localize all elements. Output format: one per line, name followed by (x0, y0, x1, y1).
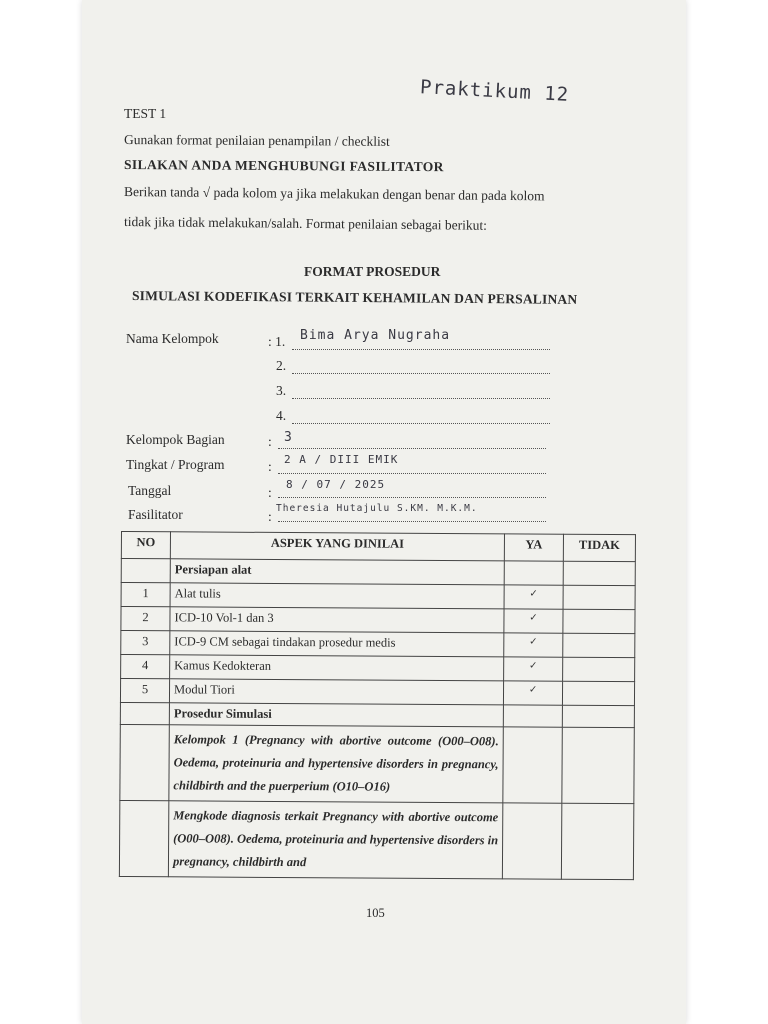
table-header-row (121, 532, 635, 562)
member-2-dotted-line (292, 373, 550, 374)
table-row (120, 679, 634, 706)
member-4-number: 4. (276, 408, 287, 423)
row-aspek: Modul Tiori (169, 679, 503, 705)
instruction-fasilitator: SILAKAN ANDA MENGHUBUNGI FASILITATOR (123, 157, 444, 175)
section-tidak-cell (563, 561, 635, 585)
table-row (121, 631, 635, 658)
tanggal-colon: : (268, 485, 272, 500)
row-aspek: ICD-9 CM sebagai tindakan prosedur medis (170, 631, 504, 657)
member-4-dotted-line (292, 423, 550, 424)
section-ya-cell (504, 561, 563, 585)
row-ya-checkmark[interactable]: ✓ (504, 609, 563, 633)
test-title: TEST 1 (124, 106, 167, 121)
row-tidak-cell[interactable] (563, 633, 635, 657)
section-label-prosedur: Prosedur Simulasi (169, 703, 503, 727)
section-row-persiapan (121, 559, 635, 586)
tingkat-value: 2 A / DIII EMIK (284, 453, 399, 466)
instruction-checklist: Gunakan format penilaian penampilan / checklist (123, 132, 390, 149)
row-ya-checkmark[interactable]: ✓ (504, 633, 563, 657)
kelompok-1-row (120, 724, 634, 803)
row-aspek: Kamus Kedokteran (170, 655, 504, 681)
row-no: 2 (121, 607, 170, 631)
kelompok-bagian-value: 3 (284, 430, 293, 445)
section-no-cell (121, 559, 170, 583)
kelompok-bagian-dotted-line (278, 448, 546, 449)
checklist-table (119, 531, 636, 880)
tingkat-label: Tingkat / Program (126, 457, 225, 472)
fasilitator-value: Theresia Hutajulu S.KM. M.K.M. (276, 503, 478, 514)
section-label-persiapan: Persiapan alat (170, 559, 504, 585)
row-no: 1 (121, 583, 170, 607)
kelompok-1-ya-cell[interactable] (503, 727, 562, 803)
kelompok-bagian-colon: : (268, 434, 272, 449)
mengkode-description: Mengkode diagnosis terkait Pregnancy with abortive outcome (O00–O08). Oedema, proteinuria and hypertensive disorders in pregnancy, childbirth and (168, 801, 502, 879)
header-no: NO (121, 532, 170, 559)
tingkat-colon: : (268, 459, 272, 474)
mengkode-tidak-cell[interactable] (561, 803, 633, 879)
table-row (121, 583, 635, 610)
table-row (121, 655, 635, 682)
kelompok-1-no-cell (120, 724, 169, 800)
row-ya-checkmark[interactable]: ✓ (503, 681, 562, 705)
tanggal-label: Tanggal (128, 483, 172, 498)
header-ya: YA (504, 534, 563, 561)
row-ya-checkmark[interactable]: ✓ (504, 585, 563, 609)
mengkode-ya-cell[interactable] (502, 803, 561, 879)
tanggal-value: 8 / 07 / 2025 (286, 478, 386, 491)
header-tidak: TIDAK (563, 534, 635, 561)
page-number: 105 (366, 906, 385, 920)
kelompok-bagian-label: Kelompok Bagian (126, 432, 225, 447)
row-aspek: ICD-10 Vol-1 dan 3 (170, 607, 504, 633)
fasilitator-label: Fasilitator (128, 507, 183, 522)
header-aspek: ASPEK YANG DINILAI (170, 532, 504, 561)
mengkode-row (119, 800, 633, 879)
header-handwritten-note: Praktikum 12 (419, 76, 570, 106)
kelompok-1-tidak-cell[interactable] (562, 727, 634, 803)
tingkat-dotted-line (278, 473, 546, 474)
row-tidak-cell[interactable] (562, 681, 634, 705)
fasilitator-colon: : (268, 509, 272, 524)
instruction-line-1: Berikan tanda √ pada kolom ya jika melakukan dengan benar dan pada kolom (123, 184, 545, 204)
member-1-value: Bima Arya Nugraha (300, 328, 451, 343)
mengkode-no-cell (119, 800, 168, 876)
member-3-number: 3. (276, 383, 287, 398)
row-no: 3 (121, 631, 170, 655)
format-title: FORMAT PROSEDUR (304, 264, 441, 279)
kelompok-1-description: Kelompok 1 (Pregnancy with abortive outcome (O00–O08). Oedema, proteinuria and hypertensive disorders in pregnancy, childbirth and the puerperium (O10–O16) (169, 725, 503, 803)
nama-kelompok-label: Nama Kelompok (126, 331, 219, 346)
member-1-dotted-line (292, 349, 550, 350)
table-row (121, 607, 635, 634)
fasilitator-dotted-line (278, 521, 546, 522)
row-aspek: Alat tulis (170, 583, 504, 609)
section-tidak-cell (562, 705, 634, 727)
format-subtitle: SIMULASI KODEFIKASI TERKAIT KEHAMILAN DAN PERSALINAN (131, 288, 578, 307)
row-no: 5 (120, 679, 169, 703)
member-2-number: 2. (276, 358, 287, 373)
member-3-dotted-line (292, 398, 550, 399)
row-no: 4 (121, 655, 170, 679)
section-ya-cell (503, 705, 562, 727)
section-row-prosedur (120, 702, 634, 727)
tanggal-dotted-line (278, 497, 546, 498)
row-tidak-cell[interactable] (563, 609, 635, 633)
section-no-cell (120, 702, 169, 724)
row-tidak-cell[interactable] (563, 585, 635, 609)
member-1-number: : 1. (268, 334, 286, 349)
instruction-line-2: tidak jika tidak melakukan/salah. Format penilaian sebagai berikut: (123, 214, 487, 233)
row-ya-checkmark[interactable]: ✓ (504, 657, 563, 681)
row-tidak-cell[interactable] (563, 657, 635, 681)
